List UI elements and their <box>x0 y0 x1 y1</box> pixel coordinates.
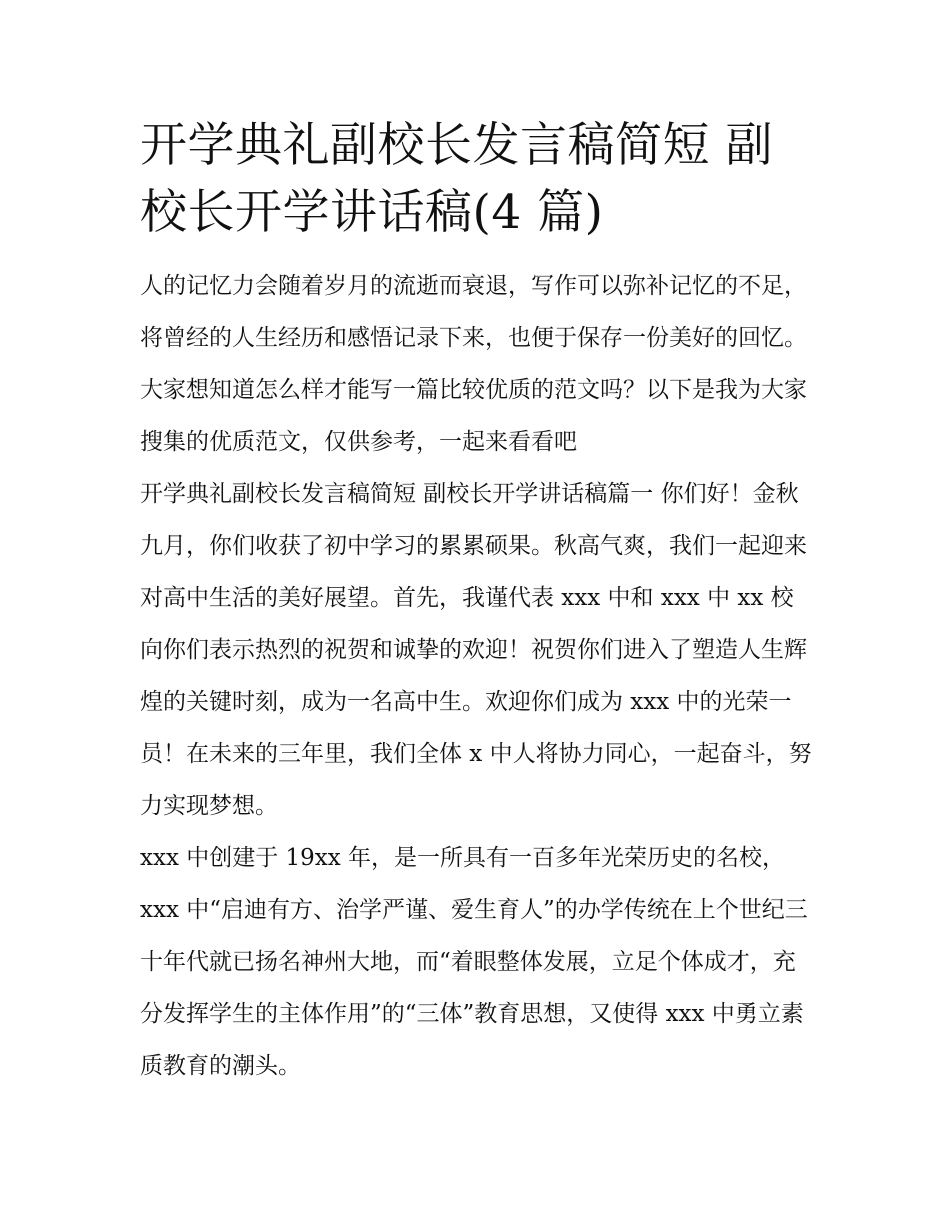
paragraph-intro: 人的记忆力会随着岁月的流逝而衰退，写作可以弥补记忆的不足，将曾经的人生经历和感悟记录下来，也便于保存一份美好的回忆。大家想知道怎么样才能写一篇比较优质的范文吗？以下是我为大家搜集的优质范文，仅供参考，一起来看看吧 <box>140 273 807 455</box>
paragraph-speech-opening: 开学典礼副校长发言稿简短 副校长开学讲话稿篇一 你们好！金秋九月，你们收获了初中学习的累累硕果。秋高气爽，我们一起迎来对高中生活的美好展望。首先，我谨代表 xxx 中和 xxx 中 xx 校向你们表示热烈的祝贺和诚挚的欢迎！祝贺你们进入了塑造人生辉煌的关键时刻，成为一名高中生。欢迎你们成为 xxx 中的光荣一员！在未来的三年里，我们全体 x 中人将协力同心，一起奋斗，努力实现梦想。 <box>140 481 812 819</box>
document-page <box>140 112 815 1092</box>
paragraph-school-history: xxx 中创建于 19xx 年，是一所具有一百多年光荣历史的名校，xxx 中“启迪有方、治学严谨、爱生育人”的办学传统在上个世纪三十年代就已扬名神州大地，而“着眼整体发展，立足个体成才，充分发挥学生的主体作用”的“三体”教育思想，又使得 xxx 中勇立素质教育的潮头。 <box>140 845 808 1079</box>
document-title: 开学典礼副校长发言稿简短 副校长开学讲话稿(4 篇) <box>140 118 773 240</box>
